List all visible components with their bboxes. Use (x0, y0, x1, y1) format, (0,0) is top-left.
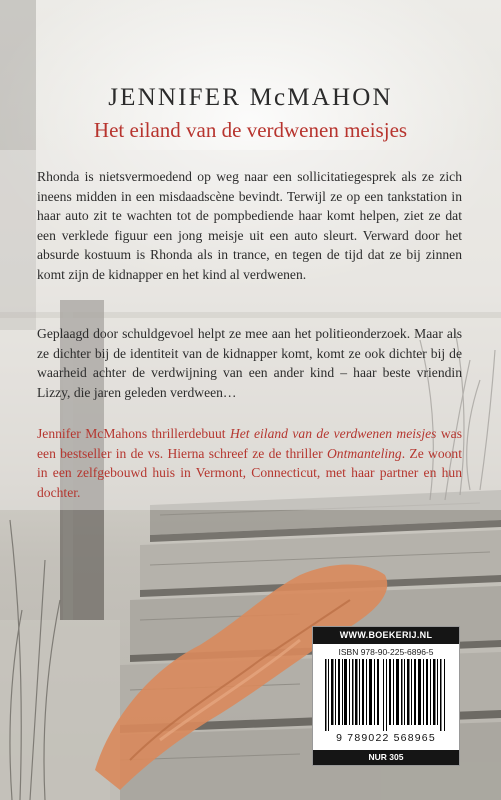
publisher-website: WWW.BOEKERIJ.NL (313, 627, 459, 644)
author-bio (37, 424, 462, 502)
other-book-title: Ontmanteling (326, 445, 402, 461)
barcode-icon (323, 659, 449, 731)
blurb-paragraph-2: Geplaagd door schuldgevoel helpt ze mee aan het politieonderzoek. Maar als ze dichter bij de identiteit van de kidnapper komt, komt ze ook dichter bij de waarheid achter de verdwijning van een ander kind – haar beste vriendin Lizzy, die jaren geleden verdween… (37, 326, 462, 400)
nur-code: NUR 305 (313, 750, 459, 765)
book-title-reference: Het eiland van de verdwenen meisjes (229, 426, 437, 441)
author-bio-text: was een bestseller in de vs. Hierna schreef ze de thriller (37, 426, 463, 461)
book-title: Het eiland van de verdwenen meisjes (93, 118, 408, 142)
barcode-box (313, 627, 459, 765)
barcode-digits: 9 789022 568965 (336, 732, 436, 744)
author-name: JENNIFER McMAHON (108, 84, 393, 111)
author-bio-text: . Ze woont in een zelfgebouwd huis in Vermont, Connecticut, met haar partner en hun dochter. (37, 445, 462, 500)
isbn-label: ISBN 978-90-225-6896-5 (338, 647, 434, 657)
blurb-paragraph-1: Rhonda is nietsvermoedend op weg naar een sollicitatiegesprek als ze zich ineens midden in een misdaadscène bevindt. Terwijl ze op een tankstation in haar auto zit te wachten tot de pompbediende haar komt helpen, ziet ze dat een verklede figuur een jong meisje uit een auto sleurt. Verward door het absurde kostuum is Rhonda als in trance, en tegen de tijd dat ze bij zinnen komt zijn de kidnapper en het kind al verdwenen. (37, 169, 462, 282)
author-bio-text: Jennifer McMahons thrillerdebuut (37, 426, 230, 441)
